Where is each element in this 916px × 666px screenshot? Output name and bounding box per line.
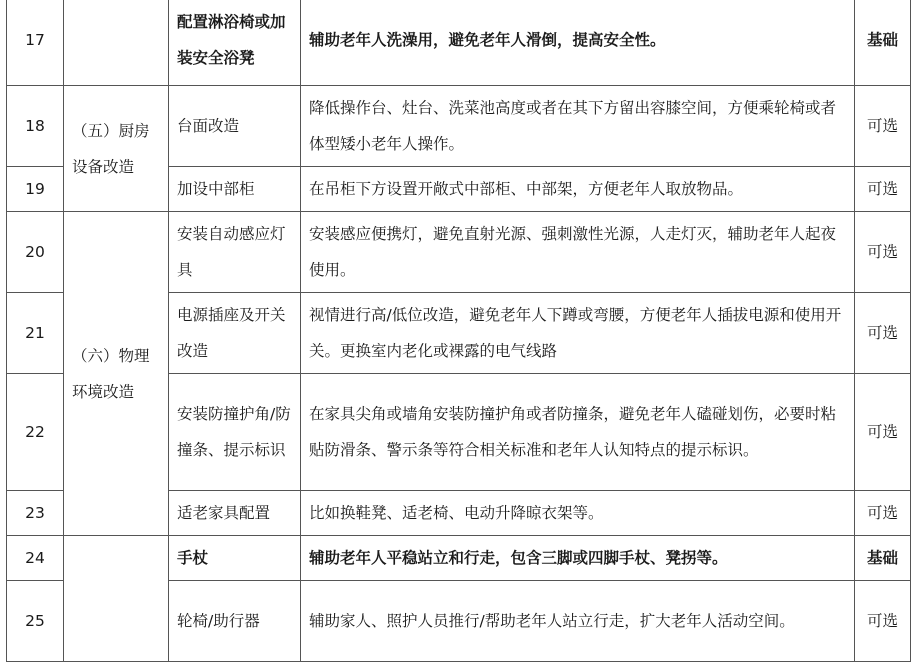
item-level: 可选: [855, 581, 911, 662]
table-row: [7, 86, 911, 167]
renovation-items-table: [6, 0, 911, 662]
category-cell-empty: [64, 0, 169, 86]
item-level: 可选: [855, 212, 911, 293]
item-name: 电源插座及开关改造: [169, 293, 301, 374]
item-description: 辅助老年人洗澡用，避免老年人滑倒，提高安全性。: [301, 0, 855, 86]
row-number: 25: [7, 581, 64, 662]
item-level: 基础: [855, 0, 911, 86]
item-level: 可选: [855, 86, 911, 167]
category-physical: （六）物理环境改造: [64, 212, 169, 536]
item-level: 可选: [855, 374, 911, 491]
item-name: 适老家具配置: [169, 491, 301, 536]
item-level: 可选: [855, 293, 911, 374]
item-description: 比如换鞋凳、适老椅、电动升降晾衣架等。: [301, 491, 855, 536]
row-number: 17: [7, 0, 64, 86]
row-number: 18: [7, 86, 64, 167]
category-cell-empty: [64, 536, 169, 662]
item-name: 加设中部柜: [169, 167, 301, 212]
row-number: 24: [7, 536, 64, 581]
item-description: 辅助家人、照护人员推行/帮助老年人站立行走，扩大老年人活动空间。: [301, 581, 855, 662]
row-number: 21: [7, 293, 64, 374]
item-name: 安装防撞护角/防撞条、提示标识: [169, 374, 301, 491]
item-description: 视情进行高/低位改造，避免老年人下蹲或弯腰，方便老年人插拔电源和使用开关。更换室内老化或裸露的电气线路: [301, 293, 855, 374]
item-name: 台面改造: [169, 86, 301, 167]
table-row: [7, 536, 911, 581]
item-description: 辅助老年人平稳站立和行走，包含三脚或四脚手杖、凳拐等。: [301, 536, 855, 581]
row-number: 20: [7, 212, 64, 293]
item-description: 降低操作台、灶台、洗菜池高度或者在其下方留出容膝空间，方便乘轮椅或者体型矮小老年人操作。: [301, 86, 855, 167]
item-name: 轮椅/助行器: [169, 581, 301, 662]
item-name: 配置淋浴椅或加装安全浴凳: [169, 0, 301, 86]
item-name: 安装自动感应灯具: [169, 212, 301, 293]
item-name: 手杖: [169, 536, 301, 581]
item-level: 可选: [855, 167, 911, 212]
table-row: [7, 0, 911, 86]
item-level: 基础: [855, 536, 911, 581]
item-description: 安装感应便携灯，避免直射光源、强刺激性光源，人走灯灭，辅助老年人起夜使用。: [301, 212, 855, 293]
row-number: 19: [7, 167, 64, 212]
row-number: 23: [7, 491, 64, 536]
item-description: 在家具尖角或墙角安装防撞护角或者防撞条，避免老年人磕碰划伤，必要时粘贴防滑条、警示条等符合相关标准和老年人认知特点的提示标识。: [301, 374, 855, 491]
table-row: [7, 212, 911, 293]
item-description: 在吊柜下方设置开敞式中部柜、中部架，方便老年人取放物品。: [301, 167, 855, 212]
category-kitchen: （五）厨房设备改造: [64, 86, 169, 212]
item-level: 可选: [855, 491, 911, 536]
row-number: 22: [7, 374, 64, 491]
